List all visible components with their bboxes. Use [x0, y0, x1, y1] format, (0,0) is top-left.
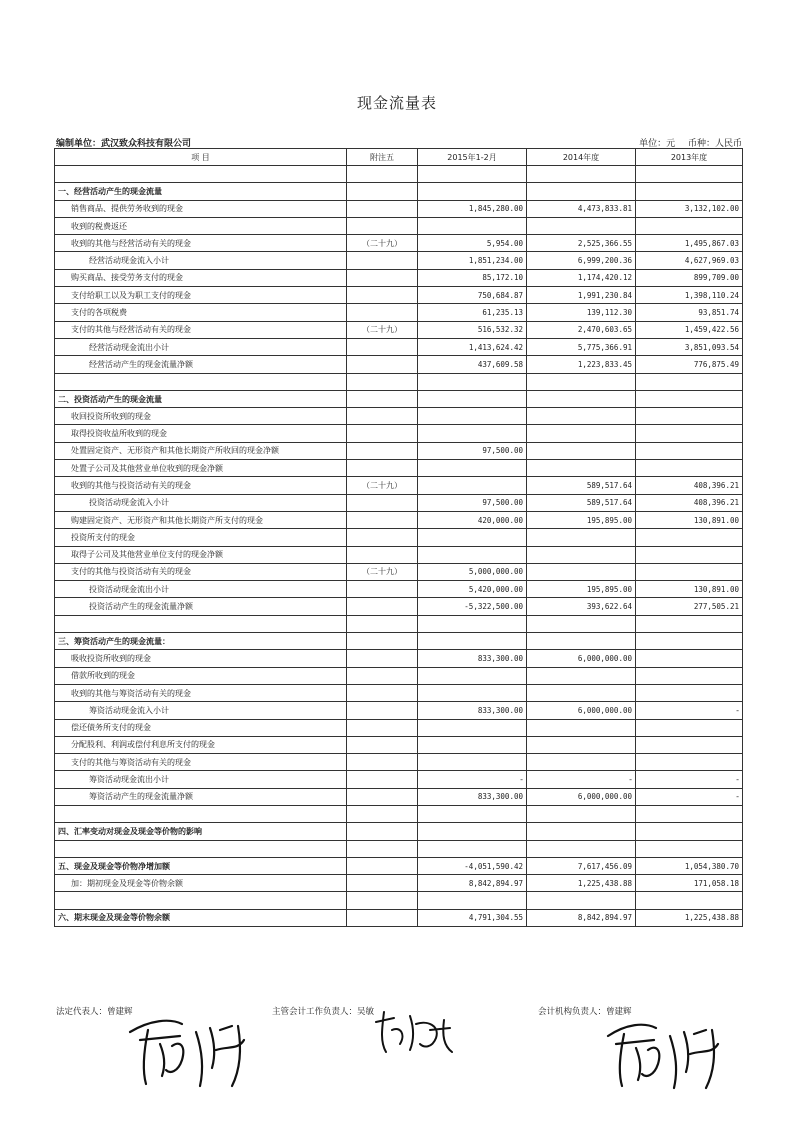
row-value-2015	[418, 719, 527, 736]
row-value-2014: 1,225,438.88	[527, 875, 636, 892]
row-value-2014: 7,617,456.09	[527, 857, 636, 874]
row-value-2013: 4,627,969.03	[636, 252, 743, 269]
row-item-label: 处置子公司及其他营业单位收到的现金净额	[55, 460, 347, 477]
row-item-label: 支付的其他与经营活动有关的现金	[55, 321, 347, 338]
row-value-2013	[636, 546, 743, 563]
row-value-2013	[636, 390, 743, 407]
legal-representative: 法定代表人：曾建辉	[56, 1007, 133, 1017]
row-item-label: 投资活动现金流入小计	[55, 494, 347, 511]
row-note	[347, 200, 418, 217]
row-value-2013	[636, 892, 743, 909]
row-value-2014: 195,895.00	[527, 511, 636, 528]
table-row	[55, 633, 743, 650]
row-value-2013	[636, 217, 743, 234]
row-note	[347, 788, 418, 805]
table-row	[55, 373, 743, 390]
table-row	[55, 217, 743, 234]
row-value-2015	[418, 823, 527, 840]
row-item-label: 三、筹资活动产生的现金流量：	[55, 633, 347, 650]
row-item-label: 支付的各项税费	[55, 304, 347, 321]
row-value-2014	[527, 217, 636, 234]
row-value-2013: -	[636, 771, 743, 788]
table-row	[55, 408, 743, 425]
row-value-2015: -5,322,500.00	[418, 598, 527, 615]
row-value-2013	[636, 667, 743, 684]
row-item-label	[55, 166, 347, 183]
row-note: （二十九）	[347, 563, 418, 580]
row-value-2014	[527, 823, 636, 840]
table-row	[55, 563, 743, 580]
row-value-2014: 393,622.64	[527, 598, 636, 615]
row-value-2013: -	[636, 788, 743, 805]
row-item-label: 一、经营活动产生的现金流量	[55, 183, 347, 200]
row-item-label: 经营活动现金流入小计	[55, 252, 347, 269]
row-value-2015: 833,300.00	[418, 788, 527, 805]
row-value-2015: 85,172.10	[418, 269, 527, 286]
row-value-2013: 277,505.21	[636, 598, 743, 615]
row-item-label: 收到的其他与经营活动有关的现金	[55, 235, 347, 252]
row-value-2015	[418, 633, 527, 650]
row-value-2014	[527, 442, 636, 459]
table-row	[55, 252, 743, 269]
table-row	[55, 287, 743, 304]
row-value-2015	[418, 373, 527, 390]
row-item-label	[55, 373, 347, 390]
row-value-2013	[636, 529, 743, 546]
table-row	[55, 754, 743, 771]
row-value-2013: 3,132,102.00	[636, 200, 743, 217]
table-row	[55, 823, 743, 840]
table-row	[55, 719, 743, 736]
row-value-2014: 589,517.64	[527, 477, 636, 494]
table-row	[55, 338, 743, 355]
row-value-2015: 5,420,000.00	[418, 581, 527, 598]
row-value-2013: 3,851,093.54	[636, 338, 743, 355]
table-row	[55, 235, 743, 252]
row-item-label: 收到的其他与筹资活动有关的现金	[55, 684, 347, 701]
row-item-label: 吸收投资所收到的现金	[55, 650, 347, 667]
row-note	[347, 805, 418, 822]
row-note	[347, 909, 418, 926]
column-header-item: 项 目	[55, 149, 347, 166]
row-value-2015	[418, 840, 527, 857]
row-value-2013: 1,054,380.70	[636, 857, 743, 874]
row-value-2013	[636, 684, 743, 701]
table-row	[55, 857, 743, 874]
table-row	[55, 511, 743, 528]
row-item-label: 取得投资收益所收到的现金	[55, 425, 347, 442]
row-item-label: 六、期末现金及现金等价物余额	[55, 909, 347, 926]
column-header-2013: 2013年度	[636, 149, 743, 166]
row-item-label: 支付的其他与投资活动有关的现金	[55, 563, 347, 580]
row-value-2015	[418, 684, 527, 701]
row-value-2014: 2,470,603.65	[527, 321, 636, 338]
row-value-2013: 408,396.21	[636, 494, 743, 511]
row-note	[347, 719, 418, 736]
row-note	[347, 529, 418, 546]
accounting-org-head: 会计机构负责人：曾建辉	[538, 1007, 632, 1017]
table-row	[55, 390, 743, 407]
row-value-2015	[418, 390, 527, 407]
row-item-label: 取得子公司及其他营业单位支付的现金净额	[55, 546, 347, 563]
table-row	[55, 529, 743, 546]
row-note	[347, 425, 418, 442]
table-row	[55, 200, 743, 217]
row-value-2013	[636, 719, 743, 736]
row-value-2014: 1,991,230.84	[527, 287, 636, 304]
row-value-2013	[636, 460, 743, 477]
row-value-2013: 899,709.00	[636, 269, 743, 286]
row-note	[347, 356, 418, 373]
row-value-2015	[418, 667, 527, 684]
row-note	[347, 857, 418, 874]
table-row	[55, 269, 743, 286]
row-item-label: 二、投资活动产生的现金流量	[55, 390, 347, 407]
row-value-2015: 833,300.00	[418, 702, 527, 719]
table-row	[55, 684, 743, 701]
table-row	[55, 615, 743, 632]
table-row	[55, 477, 743, 494]
row-note	[347, 442, 418, 459]
table-row	[55, 581, 743, 598]
table-body	[55, 166, 743, 927]
row-note	[347, 390, 418, 407]
row-value-2015	[418, 217, 527, 234]
row-value-2015	[418, 754, 527, 771]
row-note	[347, 494, 418, 511]
table-row	[55, 356, 743, 373]
row-value-2015: -4,051,590.42	[418, 857, 527, 874]
row-value-2015: 61,235.13	[418, 304, 527, 321]
table-row	[55, 442, 743, 459]
row-value-2014	[527, 805, 636, 822]
table-row	[55, 460, 743, 477]
row-value-2013: 408,396.21	[636, 477, 743, 494]
table-row	[55, 909, 743, 926]
row-value-2014: 195,895.00	[527, 581, 636, 598]
row-value-2015: -	[418, 771, 527, 788]
column-header-note: 附注五	[347, 149, 418, 166]
row-value-2015: 5,000,000.00	[418, 563, 527, 580]
row-value-2014	[527, 546, 636, 563]
row-item-label	[55, 840, 347, 857]
row-value-2014	[527, 529, 636, 546]
row-value-2015: 8,842,894.97	[418, 875, 527, 892]
row-value-2013: 130,891.00	[636, 511, 743, 528]
row-value-2014: 6,000,000.00	[527, 788, 636, 805]
row-value-2014	[527, 840, 636, 857]
row-note	[347, 460, 418, 477]
row-note	[347, 736, 418, 753]
row-value-2014	[527, 754, 636, 771]
table-row	[55, 736, 743, 753]
row-value-2013	[636, 615, 743, 632]
table-row	[55, 183, 743, 200]
row-value-2013: 1,495,867.03	[636, 235, 743, 252]
row-value-2014	[527, 736, 636, 753]
table-row	[55, 166, 743, 183]
row-note	[347, 771, 418, 788]
row-value-2013	[636, 736, 743, 753]
row-value-2015: 437,609.58	[418, 356, 527, 373]
row-value-2014: 4,473,833.81	[527, 200, 636, 217]
row-note	[347, 667, 418, 684]
row-item-label: 筹资活动现金流入小计	[55, 702, 347, 719]
row-note	[347, 269, 418, 286]
row-value-2014: 589,517.64	[527, 494, 636, 511]
row-value-2015	[418, 805, 527, 822]
company-name: 编制单位：武汉致众科技有限公司	[56, 139, 192, 149]
row-value-2013: 776,875.49	[636, 356, 743, 373]
row-note	[347, 252, 418, 269]
unit-label: 单位：元	[639, 139, 676, 149]
row-value-2014	[527, 684, 636, 701]
row-note	[347, 615, 418, 632]
row-note	[347, 511, 418, 528]
row-value-2013	[636, 425, 743, 442]
row-item-label: 购建固定资产、无形资产和其他长期资产所支付的现金	[55, 511, 347, 528]
row-value-2015: 1,413,624.42	[418, 338, 527, 355]
table-row	[55, 840, 743, 857]
row-value-2014: 1,223,833.45	[527, 356, 636, 373]
row-note	[347, 338, 418, 355]
row-note	[347, 183, 418, 200]
row-note: （二十九）	[347, 321, 418, 338]
row-value-2015	[418, 546, 527, 563]
table-header-row	[55, 149, 743, 166]
row-item-label: 处置固定资产、无形资产和其他长期资产所收回的现金净额	[55, 442, 347, 459]
row-value-2013	[636, 183, 743, 200]
signature-legal-rep	[120, 1010, 260, 1090]
row-value-2014	[527, 408, 636, 425]
row-item-label: 投资所支付的现金	[55, 529, 347, 546]
signature-accounting-head	[370, 1008, 460, 1058]
row-value-2013: -	[636, 702, 743, 719]
table-row	[55, 702, 743, 719]
row-item-label: 偿还债务所支付的现金	[55, 719, 347, 736]
row-value-2015	[418, 477, 527, 494]
row-item-label: 投资活动现金流出小计	[55, 581, 347, 598]
row-note	[347, 702, 418, 719]
row-note	[347, 650, 418, 667]
row-item-label	[55, 805, 347, 822]
row-value-2014	[527, 390, 636, 407]
row-value-2013	[636, 373, 743, 390]
table-row	[55, 788, 743, 805]
row-value-2015: 420,000.00	[418, 511, 527, 528]
row-note	[347, 823, 418, 840]
row-value-2014: 8,842,894.97	[527, 909, 636, 926]
row-value-2015	[418, 408, 527, 425]
table-row	[55, 425, 743, 442]
row-value-2015: 97,500.00	[418, 442, 527, 459]
row-value-2014: 6,000,000.00	[527, 650, 636, 667]
row-note: （二十九）	[347, 477, 418, 494]
row-value-2013	[636, 442, 743, 459]
row-item-label: 经营活动产生的现金流量净额	[55, 356, 347, 373]
row-value-2014	[527, 183, 636, 200]
row-value-2014: 6,000,000.00	[527, 702, 636, 719]
table-row	[55, 494, 743, 511]
row-value-2015	[418, 892, 527, 909]
row-value-2014	[527, 667, 636, 684]
row-note	[347, 754, 418, 771]
row-note	[347, 892, 418, 909]
row-value-2014	[527, 563, 636, 580]
row-note	[347, 633, 418, 650]
row-value-2015	[418, 183, 527, 200]
row-value-2014	[527, 633, 636, 650]
row-item-label	[55, 615, 347, 632]
row-value-2013	[636, 840, 743, 857]
row-value-2013: 130,891.00	[636, 581, 743, 598]
row-value-2014: 139,112.30	[527, 304, 636, 321]
row-item-label: 投资活动产生的现金流量净额	[55, 598, 347, 615]
row-note	[347, 217, 418, 234]
row-value-2015	[418, 529, 527, 546]
row-value-2013: 171,058.18	[636, 875, 743, 892]
row-note	[347, 287, 418, 304]
row-value-2015: 1,845,280.00	[418, 200, 527, 217]
row-note	[347, 581, 418, 598]
row-value-2015	[418, 166, 527, 183]
row-note	[347, 304, 418, 321]
row-note	[347, 546, 418, 563]
table-row	[55, 650, 743, 667]
row-item-label: 借款所收到的现金	[55, 667, 347, 684]
row-item-label: 筹资活动现金流出小计	[55, 771, 347, 788]
column-header-2014: 2014年度	[527, 149, 636, 166]
row-item-label: 销售商品、提供劳务收到的现金	[55, 200, 347, 217]
row-item-label	[55, 892, 347, 909]
row-item-label: 四、汇率变动对现金及现金等价物的影响	[55, 823, 347, 840]
row-value-2013	[636, 823, 743, 840]
row-item-label: 筹资活动产生的现金流量净额	[55, 788, 347, 805]
row-item-label: 分配股利、利润或偿付利息所支付的现金	[55, 736, 347, 753]
row-note	[347, 875, 418, 892]
row-value-2013	[636, 166, 743, 183]
row-value-2015	[418, 615, 527, 632]
row-value-2014: 1,174,420.12	[527, 269, 636, 286]
row-item-label: 支付的其他与筹资活动有关的现金	[55, 754, 347, 771]
row-value-2015: 5,954.00	[418, 235, 527, 252]
table-row	[55, 546, 743, 563]
row-value-2015: 833,300.00	[418, 650, 527, 667]
row-value-2014	[527, 719, 636, 736]
row-note	[347, 408, 418, 425]
row-item-label: 五、现金及现金等价物净增加额	[55, 857, 347, 874]
row-item-label: 加：期初现金及现金等价物余额	[55, 875, 347, 892]
row-value-2013	[636, 805, 743, 822]
row-value-2015: 97,500.00	[418, 494, 527, 511]
table-row	[55, 805, 743, 822]
row-item-label: 收到的税费返还	[55, 217, 347, 234]
row-value-2013: 1,459,422.56	[636, 321, 743, 338]
row-note	[347, 684, 418, 701]
row-value-2014: 5,775,366.91	[527, 338, 636, 355]
row-value-2014: 2,525,366.55	[527, 235, 636, 252]
table-row	[55, 771, 743, 788]
page-title: 现金流量表	[356, 94, 437, 112]
row-item-label: 收回投资所收到的现金	[55, 408, 347, 425]
row-value-2014	[527, 166, 636, 183]
row-value-2015	[418, 736, 527, 753]
column-header-2015: 2015年1-2月	[418, 149, 527, 166]
row-item-label: 购买商品、接受劳务支付的现金	[55, 269, 347, 286]
accounting-head: 主管会计工作负责人：吴敏	[272, 1007, 375, 1017]
table-row	[55, 321, 743, 338]
row-value-2015	[418, 460, 527, 477]
row-value-2013: 1,398,110.24	[636, 287, 743, 304]
row-value-2013: 93,851.74	[636, 304, 743, 321]
table-row	[55, 875, 743, 892]
row-value-2014	[527, 892, 636, 909]
row-value-2015	[418, 425, 527, 442]
row-note	[347, 373, 418, 390]
row-value-2014	[527, 460, 636, 477]
row-value-2013	[636, 754, 743, 771]
row-note	[347, 598, 418, 615]
row-value-2015: 750,684.87	[418, 287, 527, 304]
row-value-2013	[636, 650, 743, 667]
row-value-2015: 4,791,304.55	[418, 909, 527, 926]
row-value-2014	[527, 425, 636, 442]
row-value-2014: 6,999,200.36	[527, 252, 636, 269]
cash-flow-table	[54, 148, 743, 927]
row-value-2014: -	[527, 771, 636, 788]
table-row	[55, 598, 743, 615]
row-note	[347, 166, 418, 183]
row-value-2013	[636, 563, 743, 580]
row-value-2015: 516,532.32	[418, 321, 527, 338]
row-value-2014	[527, 373, 636, 390]
signature-accounting-org-head	[600, 1012, 730, 1090]
row-item-label: 经营活动现金流出小计	[55, 338, 347, 355]
table-row	[55, 667, 743, 684]
row-note	[347, 840, 418, 857]
currency-label: 币种：人民币	[687, 139, 742, 149]
row-value-2014	[527, 615, 636, 632]
row-value-2015: 1,851,234.00	[418, 252, 527, 269]
row-value-2013	[636, 408, 743, 425]
row-value-2013	[636, 633, 743, 650]
row-item-label: 收到的其他与投资活动有关的现金	[55, 477, 347, 494]
row-item-label: 支付给职工以及为职工支付的现金	[55, 287, 347, 304]
row-value-2013: 1,225,438.88	[636, 909, 743, 926]
row-note: （二十九）	[347, 235, 418, 252]
table-row	[55, 892, 743, 909]
table-row	[55, 304, 743, 321]
